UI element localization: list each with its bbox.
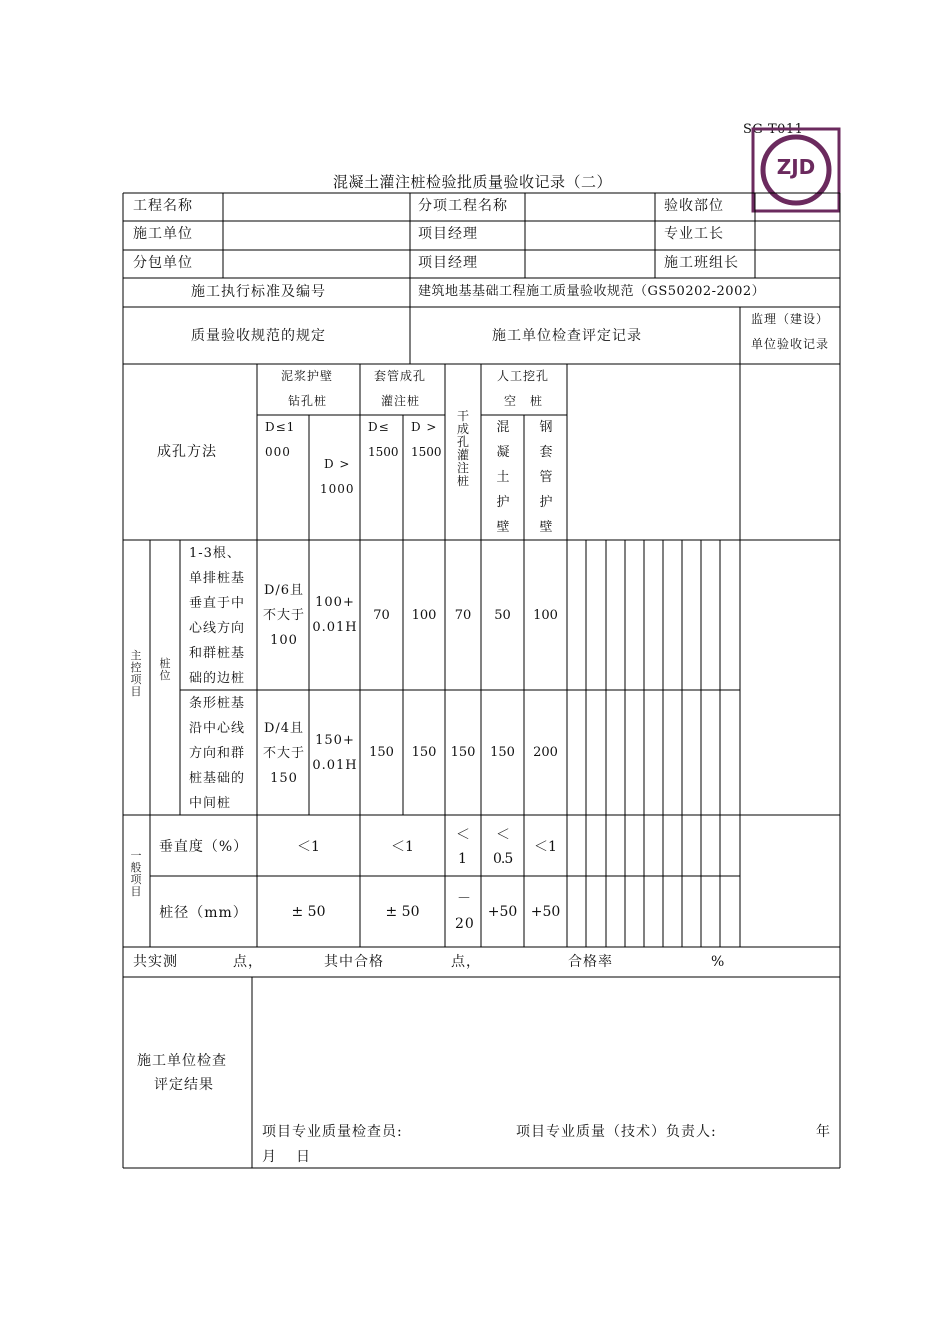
svg-text:ZJD: ZJD [776, 155, 816, 179]
project-manager-label: 项目经理 [418, 226, 478, 242]
foreman-label: 专业工长 [664, 226, 724, 242]
manual-pile-line2: 空 桩 [504, 394, 544, 408]
row2-casing-d1: 150 [369, 745, 394, 760]
row1-steel: 100 [533, 607, 558, 623]
main-control-label: 主控项目 [130, 649, 142, 698]
casing-pile-line1: 套管成孔 [374, 369, 427, 383]
summary-points2: 点， [451, 954, 481, 970]
verticality-mud: ＜1 [297, 838, 320, 855]
month-label: 月 [262, 1149, 277, 1165]
result-label-line1: 施工单位检查 [137, 1053, 227, 1069]
subcontract-unit-label: 分包单位 [133, 255, 193, 271]
concrete-wall-label: 混凝土护壁 [496, 420, 510, 535]
method-label: 成孔方法 [157, 444, 217, 460]
year-label: 年 [816, 1124, 831, 1140]
casing-d2-line1: D > [411, 420, 438, 434]
row2-casing-d2: 150 [411, 745, 437, 760]
row2-concrete: 150 [490, 745, 515, 760]
casing-d2-line2: 1500 [411, 445, 442, 459]
steel-wall-label: 钢套管护壁 [539, 420, 553, 535]
verticality-concrete-line1: ＜ [496, 827, 511, 843]
pile-position-label: 桩位 [159, 657, 171, 682]
acceptance-part-label: 验收部位 [664, 198, 724, 214]
inspector-label: 项目专业质量检查员: [262, 1124, 403, 1140]
casing-pile-line2: 灌注桩 [381, 394, 421, 408]
verticality-dry-line1: ＜ [456, 827, 471, 843]
diameter-steel: +50 [530, 903, 561, 920]
tech-lead-label: 项目专业质量（技术）负责人: [516, 1124, 717, 1140]
verticality-concrete-line2: 0.5 [493, 851, 513, 867]
casing-d1-line2: 1500 [368, 445, 399, 459]
project-manager2-label: 项目经理 [418, 255, 478, 271]
company-logo [751, 127, 841, 213]
general-items-label: 一般项目 [130, 849, 142, 898]
diameter-dry-line2: 20 [455, 916, 475, 932]
mud-d1-line2: 000 [265, 445, 291, 459]
check-record-label: 施工单位检查评定记录 [492, 328, 642, 344]
day-label: 日 [296, 1149, 311, 1165]
standard-label: 施工执行标准及编号 [191, 284, 326, 300]
row2-steel: 200 [533, 745, 558, 760]
verticality-dry-line2: 1 [458, 851, 468, 867]
casing-d1-line1: D≤ [368, 420, 390, 434]
verticality-label: 垂直度（%） [158, 838, 249, 855]
project-name-label: 工程名称 [133, 198, 193, 214]
row1-dry: 70 [454, 607, 472, 623]
mud-d1-line1: D≤1 [265, 420, 296, 434]
mud-d2-line2: 1000 [320, 482, 355, 496]
diameter-concrete: +50 [487, 903, 518, 920]
team-leader-label: 施工班组长 [664, 255, 739, 271]
row1-casing-d2: 100 [411, 607, 437, 623]
supervision-label-line1: 监理（建设） [751, 312, 830, 326]
mud-d2-line1: D > [324, 457, 351, 471]
construction-unit-label: 施工单位 [133, 226, 193, 242]
spec-label: 质量验收规范的规定 [191, 328, 326, 344]
summary-points1: 点， [233, 954, 263, 970]
manual-pile-line1: 人工挖孔 [497, 369, 550, 383]
row2-mud-d2: 150+0.01H [312, 733, 358, 773]
diameter-label: 桩径（mm） [159, 904, 248, 921]
row2-mud-d1: D/4且不大于150 [262, 720, 305, 786]
result-label-line2: 评定结果 [154, 1077, 214, 1093]
form-title: 混凝土灌注桩检验批质量验收记录（二） [333, 173, 613, 191]
mud-pile-line2: 钻孔桩 [288, 394, 328, 408]
row1-mud-d1: D/6且不大于100 [262, 582, 305, 648]
verticality-steel: ＜1 [534, 838, 557, 855]
diameter-dry-line1: － [457, 891, 472, 907]
row2-description: 条形桩基沿中心线方向和群桩基础的中间桩 [189, 696, 246, 811]
summary-rate-label: 合格率 [568, 954, 613, 970]
dry-pile-label: 干成孔灌注桩 [456, 409, 469, 488]
row1-concrete: 50 [494, 607, 511, 623]
mud-pile-line1: 泥浆护壁 [281, 369, 334, 383]
row1-description: 1-3根、单排桩基垂直于中心线方向和群桩基础的边桩 [189, 546, 246, 686]
supervision-label-line2: 单位验收记录 [751, 337, 830, 351]
summary-qualified-label: 其中合格 [324, 954, 384, 970]
standard-value: 建筑地基基础工程施工质量验收规范（GS50202-2002） [418, 284, 766, 299]
summary-total-label: 共实测 [133, 954, 178, 970]
form-code: SG-T011 [743, 122, 804, 137]
row1-casing-d1: 70 [373, 607, 390, 623]
verticality-casing: ＜1 [391, 838, 414, 855]
sub-project-name-label: 分项工程名称 [418, 198, 508, 214]
row1-mud-d2: 100+0.01H [312, 595, 358, 635]
row2-dry: 150 [450, 745, 476, 760]
diameter-casing: ± 50 [385, 903, 420, 920]
diameter-mud: ± 50 [291, 903, 326, 920]
summary-percent: % [711, 954, 726, 970]
